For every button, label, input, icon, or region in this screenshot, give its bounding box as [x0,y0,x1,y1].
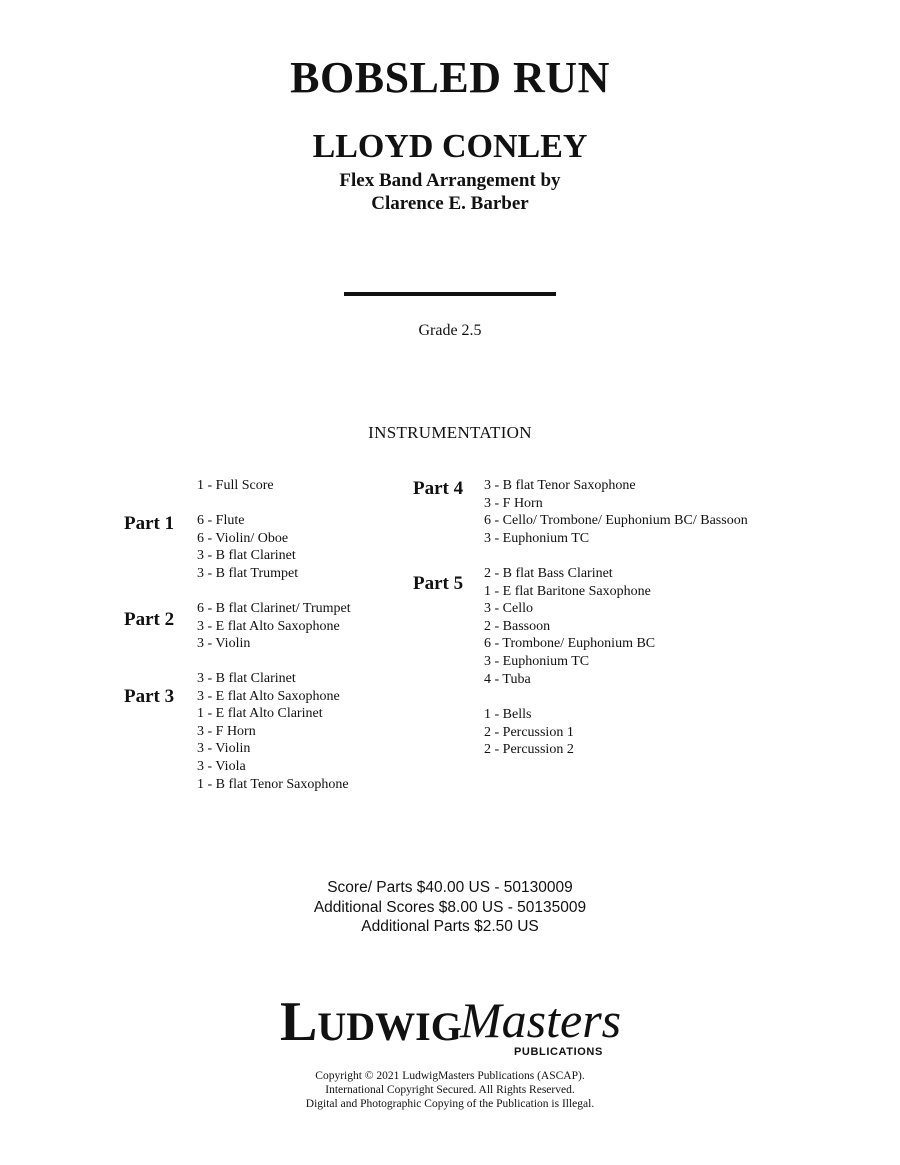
list-item: 3 - B flat Tenor Saxophone [484,478,636,493]
list-item: 1 - Bells [484,707,532,722]
list-item: 2 - B flat Bass Clarinet [484,566,613,581]
part-3-label: Part 3 [124,686,175,707]
pricing-block [0,878,900,937]
list-item: 3 - Euphonium TC [484,530,590,546]
price-line: Additional Parts $2.50 US [361,918,539,935]
price-line: Score/ Parts $40.00 US - 50130009 [327,879,573,896]
list-item: 3 - Euphonium TC [484,653,590,669]
list-item: 3 - E flat Alto Saxophone [197,688,340,704]
part-1-label: Part 1 [124,513,175,534]
list-item: 6 - Trombone/ Euphonium BC [484,636,656,652]
list-item: 2 - Bassoon [484,618,551,634]
list-item: 3 - Cello [484,601,533,617]
part-4-label: Part 4 [413,478,464,499]
list-item: 6 - B flat Clarinet/ Trumpet [197,601,351,616]
composer-name: LLOYD CONLEY [312,128,588,165]
arrangement-line: Flex Band Arrangement by [339,170,561,191]
part-1-list [197,512,298,582]
list-item: 6 - Flute [197,513,245,528]
part-5-list [484,565,655,688]
list-item: 4 - Tuba [484,671,531,687]
list-item: 1 - B flat Tenor Saxophone [197,776,349,792]
list-item: 3 - Violin [197,741,251,757]
page-title: BOBSLED RUN [290,53,610,102]
grade-label: Grade 2.5 [418,322,482,339]
list-item: 1 - Full Score [197,478,274,493]
arranger-name: Clarence E. Barber [371,193,529,214]
price-line: Additional Scores $8.00 US - 50135009 [313,898,587,916]
copyright-line: Digital and Photographic Copying of the Publication is Illegal. [305,1098,595,1110]
copyright-line: Copyright © 2021 LudwigMasters Publications (ASCAP). [315,1070,585,1082]
part-2-label: Part 2 [124,609,175,630]
part-2-list [197,600,351,653]
part-3-list [197,670,349,793]
list-item: 3 - F Horn [197,723,256,739]
part-4-list [484,477,748,547]
list-item: 3 - Violin [197,636,251,652]
list-item: 3 - B flat Clarinet [197,548,296,564]
list-item: 6 - Cello/ Trombone/ Euphonium BC/ Bassoon [484,513,748,529]
copyright-block [0,1069,900,1111]
list-item: 3 - B flat Clarinet [197,671,296,686]
percussion-list [484,706,574,759]
list-item: 3 - F Horn [484,495,543,511]
publisher-logo [278,992,628,1062]
title-divider [344,292,556,296]
list-item: 2 - Percussion 2 [484,742,574,758]
list-item: 1 - E flat Baritone Saxophone [484,583,651,599]
list-item: 1 - E flat Alto Clarinet [197,706,323,722]
list-item: 3 - Viola [197,758,246,774]
part-5-label: Part 5 [413,573,464,594]
logo-ludwig-wordmark: LUDWIG [280,991,462,1053]
list-item: 3 - E flat Alto Saxophone [197,618,340,634]
copyright-line: International Copyright Secured. All Rights Reserved. [325,1084,575,1096]
list-item: 6 - Violin/ Oboe [197,530,289,546]
instrumentation-heading: INSTRUMENTATION [368,423,532,442]
list-item: 3 - B flat Trumpet [197,565,299,581]
logo-masters-wordmark: Masters [460,992,622,1048]
list-item: 2 - Percussion 1 [484,724,574,740]
score-list [197,477,274,495]
logo-publications-wordmark: PUBLICATIONS [514,1046,603,1058]
